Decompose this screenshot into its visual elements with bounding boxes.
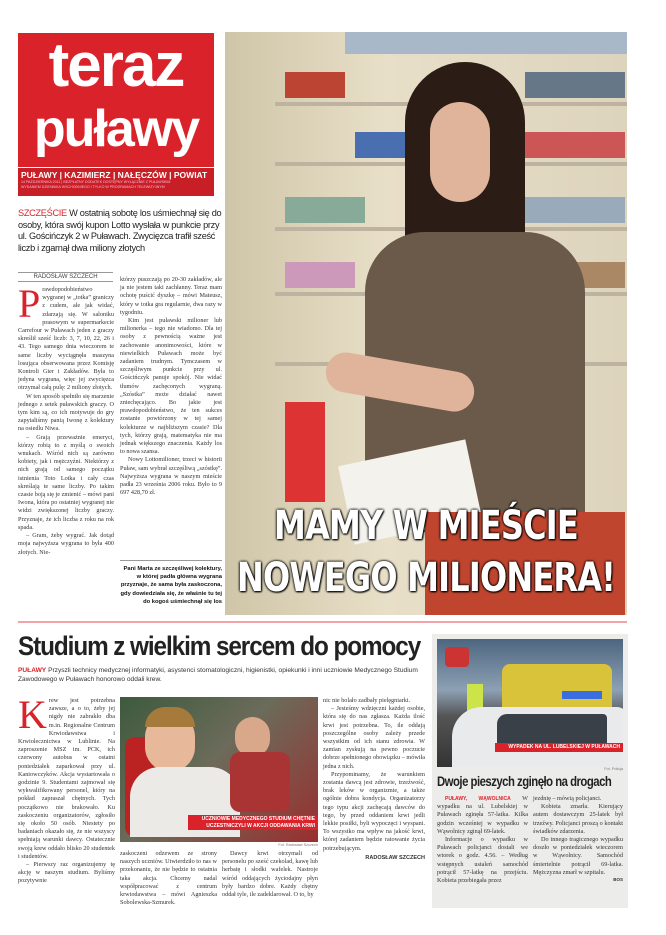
photo-caption: UCZNIOWIE MEDYCZNEGO STUDIUM CHĘTNIE UCZESTNICZYLI W AKCJI ODDAWANIA KRWI (188, 815, 318, 830)
signature: RADOSŁAW SZCZECH (365, 854, 425, 861)
paragraph: jezdnię – mówią policjanci. (533, 795, 602, 802)
second-col-4 (323, 697, 425, 861)
paragraph: W ten sposób spełniło się marzenie jednego z setek puławskich graczy. O tym kim są, co ich motywuje do gry zapytaliśmy panią Iwonę z kolektury na osiedlu Niwa. (18, 392, 114, 433)
paragraph: Kim jest puławski milioner lub milionerka – tego nie wiadomo. Dla tej osoby z pewnością ważne jest zachowanie anonimowości, które w niewielkich Puławach może być zadaniem trudnym. Tymczasem w szczęśliwym punkcie przy ul. Gościńczyk panuje spokój. Nie widać tłumów zachęconych wygraną. „Szóstka” może działać nawet zniechęcająco. Bo jakie jest prawdopodobieństwo, że ten sukces zostanie powtórzony w tej samej kolekturze w najbliższym czasie? Dla tych, którzy grają, matematyka nie ma jednak większego znaczenia. Każdy los to nowa szansa. (120, 317, 222, 456)
paragraph: Przypominamy, że warunkiem zostania dawcą jest zdrowie, trzeźwość, brak leków w organizmie, a także ogólnie dobra kondycja. Organizatorzy tego typu akcji zachęcają dawców do tego, by przed oddaniem krwi jedli lekkie posiłki, byli wypoczęci i wyspani. To wszystko ma wpływ na jakość krwi, której zadaniem będzie ratowanie życia potrzebującym. (323, 770, 425, 852)
second-headline: Studium z wielkim sercem do pomocy (18, 631, 421, 661)
regions-line: PUŁAWY | KAZIMIERZ | NAŁĘCZÓW | POWIAT (21, 170, 208, 180)
main-lead (18, 208, 223, 254)
lead-kicker: SZCZĘŚCIE (18, 208, 67, 218)
drop-cap: K (18, 692, 47, 737)
paragraph: rew jest potrzebna zawsze, a o to, żeby jej nigdy nie zabrakło dba m.in. Regionalne Centrum Krwiodawstwa i Krwiolecznictwa w Lublinie. Na zaproszenie MSZ im. PCK, ich czerwony autobus w ostatni poniedziałek zaparkował przy ul. Kaniowczyków. Akcja wystartowała o godzinie 9. Studentami zajmował się wykwalifikowany personel, który na pokład zapraszał chętnych. Tych początkowo nie brakowało. Ku zaskoczeniu organizatorów, zgłosiło się około 50 osób. Niestety po badaniach okazało się, że nie wszyscy spełniają warunki dawcy. Ostatecznie swoją krew oddało blisko 20 studentek i studentów. (18, 697, 115, 860)
lead-text: W ostatnią sobotę los uśmiechnął się do osoby, która swój kupon Lotto wysłała w punkcie przy ul. Gościńczyk 2 w Puławach. Zwycięzca trafił sześć liczb i zgarnął dwa miliony złotych (18, 208, 222, 253)
photo-caption: WYPADEK NA UL. LUBELSKIEJ W PUŁAWACH (495, 743, 623, 752)
logo-pulawy: puławy (33, 100, 199, 158)
paragraph: – Jesteśmy wdzięczni każdej osobie, która się do nas zgłasza. Każda ilość krwi jest potrzebna. To, ile oddają poszczególne osoby zależy przede wszystkim od ich stanu zdrowia. W zamian zyskują na pewno poczucie dobrze spełnionego obowiązku – mówiła jedna z nich. (323, 705, 425, 770)
second-lead-text: Przyszli technicy medycznej informatyki, asystenci stomatologiczni, higienistki, opiekunki i inni uczniowie Medycznego Studium Zawodowego w Puławach honorowo oddali krew. (18, 667, 418, 683)
main-col-2 (120, 276, 222, 497)
photo-credit: Fot. Policja (604, 767, 623, 771)
side-kicker: PUŁAWY, WĄWOLNICA (445, 796, 511, 802)
headline-line-2: NOWEGO MILIONERA! (236, 555, 616, 601)
photo-caption: Pani Marta ze szczęśliwej kolektury, w której padła główna wygrana przyznaje, że sama była zaskoczona, gdy dowiedziała się, że właśnie tu tej do kogoś uśmiechnął się los (120, 560, 222, 606)
side-headline: Dwoje pieszych zginęło na drogach (437, 774, 612, 789)
logo-teraz: teraz (48, 31, 184, 100)
paragraph: rawdopodobieństwo wygranej w „totka” graniczy z cudem, ale jak widać, zdarzają się. W saloniku prasowym w supermarkecie Carrefour w Puławach jeden z graczy skreślił sześć liczb: 3, 7, 10, 22, 26 i 43. Tego samego dnia wieczorem te same liczby wyciągnęła maszyna losująca obserwowana przez Komisję Kontroli Gier i Zakładów. Była to jedyna wygrana, więc jej zwycięzca otrzymał całą pulę: 2 miliony złotych. (18, 286, 114, 392)
photo-credit: Fot. Radosław Szczech (278, 843, 318, 847)
paragraph: Nowy Lottomilioner, trzeci w historii Puław, sam wybrał szczęśliwą „szóstkę”. Najwyższa wygrana w naszym mieście padła 23 września 2006 roku. Było to 9 697 428,70 zł. (120, 456, 222, 497)
side-story-box (432, 634, 628, 908)
drop-cap: P (18, 281, 41, 326)
paragraph: zaskoczeni odzewem ze strony naszych uczniów. Utwierdziło to nas w przekonaniu, że nie będzie to ostatnia taka akcja. Chcemy nadal współpracować z centrum krwiodawstwa – mówi Agnieszka Sobolewska-Szmurek. (120, 850, 217, 907)
paragraph: którzy puszczają po 20-30 zakładów, ale ja nie jestem taki zachłanny. Teraz mam ochotę puścić dyszkę – mówi Mateusz, który w totka gra regularnie, dwa razy w tygodniu. (120, 276, 222, 316)
accident-photo (437, 639, 623, 767)
side-col-1 (437, 795, 528, 885)
second-kicker: PUŁAWY (18, 667, 47, 674)
paragraph: Informacje o wypadku w Puławach policjanci dostali we wtorek o godz. 4.56. – Według wstępnych ustaleń samochód potrącił 57-latkę na przejściu. Kobieta przebiegała przez (437, 836, 528, 885)
second-col-3 (222, 850, 318, 899)
paragraph: W wypadku na ul. Lubelskiej w Puławach zginęła 57-latka. Kilka godzin wcześniej w wypadku w Wąwolnicy zginął 69-latek. (437, 795, 529, 835)
second-lead (18, 666, 428, 684)
issue-info: 14 PAŹDZIERNIKA 2011 | BEZPŁATNY DODATEK DOSTĘPNY WYŁĄCZNIE Z PUŁAWSKIM (21, 180, 171, 184)
main-col-1 (18, 281, 114, 557)
issue-info-2: WYDANIEM DZIENNIKA WSCHODNIEGO I TYLKO W PROGRAMACH TELEWIZYJNYM (21, 184, 165, 189)
byline: RADOSŁAW SZCZECH (18, 272, 113, 282)
paragraph: Do innego tragicznego wypadku doszło w poniedziałek wieczorem w Wąwolnicy. Samochód śmiertelnie potrącił 69-latka. Mężczyzna zmarł w szpitalu. (533, 836, 623, 876)
second-col-1 (18, 692, 115, 886)
masthead (18, 33, 214, 196)
signature: BOS (613, 877, 623, 883)
paragraph: nic nie bolało zadbały pielęgniarki. (323, 697, 411, 704)
paragraph: Kobieta zmarła. Kierujący autem dostawczym 25-latek był trzeźwy. Policjanci proszą o kontakt świadków zdarzenia. (533, 803, 623, 835)
paragraph: Dawcy krwi otrzymali od personelu po sześć czekolad, kawę lub herbatę i słodki wafelek. Nastroje wśród oddających życiodajny płyn były bardzo dobre. Każdy chętny oddał tyle, ile zadeklarował. O to, by (222, 850, 318, 899)
section-divider (18, 621, 627, 623)
side-col-2 (533, 795, 623, 882)
masthead-band (18, 167, 214, 196)
police-logo-icon (445, 647, 469, 667)
lottery-photo (225, 32, 627, 615)
paragraph: – Grają przeważnie emeryci, którzy robią to z myślą o swoich wnukach. Wśród nich są zarówno kobiety, jak i mężczyźni. Niektórzy z nich grają od samego początku istnienia Toto Lotka i cały czas skreślają te same liczby. Po takim czasie boją się je zmienić – mówi pani Iwona, która po ostatniej wygranej nie widzi zwiększonej liczby graczy. Przyznaje, że ich liczba z roku na rok spada. (18, 433, 114, 531)
second-col-2 (120, 850, 217, 907)
blood-donation-photo (120, 697, 318, 842)
paragraph: – Gram, żeby wygrać. Jak dotąd moja najwyższa wygrana to była 400 złotych. Nie- (18, 532, 114, 556)
paragraph: – Pierwszy raz organizujemy tę akcję w naszym studium. Byliśmy pozytywnie (18, 861, 115, 885)
headline-line-1: MAMY W MIEŚCIE (274, 503, 578, 549)
